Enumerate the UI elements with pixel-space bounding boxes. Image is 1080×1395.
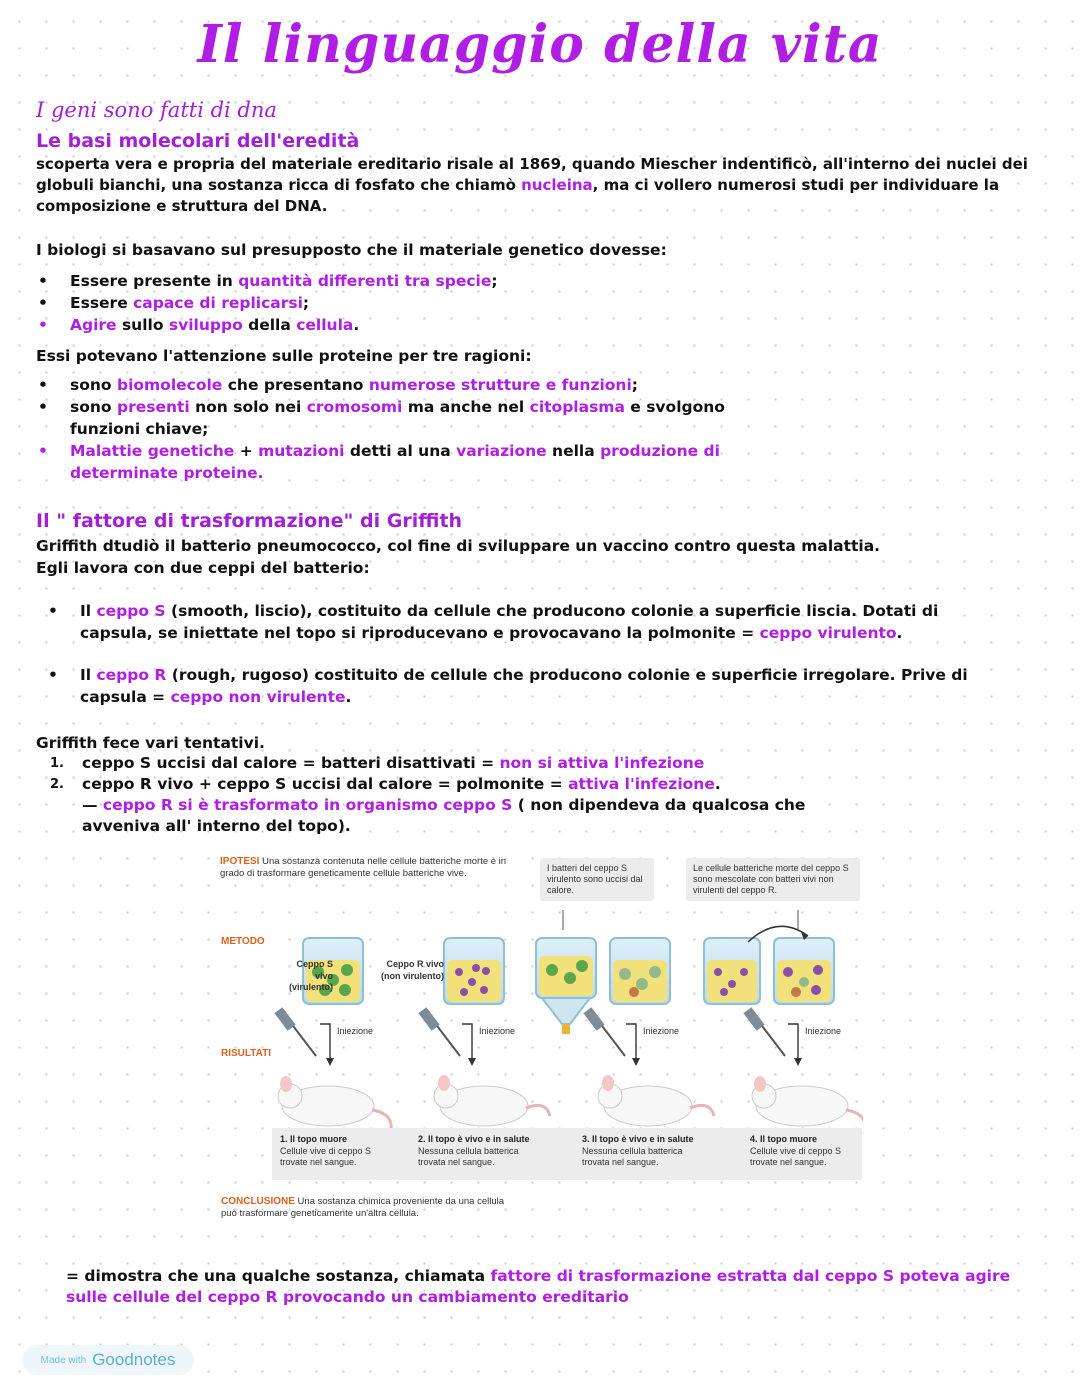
injection-label: Iniezione [337, 1026, 374, 1036]
paragraph-miescher [36, 154, 1036, 217]
ipotesi: IPOTESI Una sostanza contenuta nelle cellule batteriche morte è in grado di trasformare geneticamente cellule batteriche vive. [220, 856, 507, 879]
list-requisiti [36, 270, 796, 336]
result-2: 2. Il topo è vivo e in salute Nessuna cellula batterica trovata nel sangue. [418, 1134, 530, 1167]
list-tentativi [36, 753, 936, 837]
list-ceppi-r [46, 664, 1016, 708]
injection-label: Iniezione [643, 1026, 680, 1036]
list-item: • Malattie genetiche + mutazioni detti al una variazione nella produzione di determinate proteine. [36, 440, 776, 484]
paragraph-tentativi: Griffith fece vari tentativi. [36, 734, 265, 752]
beaker-r-live [444, 938, 504, 1004]
mouse-3-alive [598, 1075, 714, 1126]
text: , ma ci vollero numerosi studi per individuare la composizione e struttura del DNA. [36, 176, 1000, 215]
beaker-label-s: Ceppo S vivo (virulento) [289, 959, 333, 992]
list-item-ceppo-r: • Il ceppo R (rough, rugoso) costituito de cellule che producono colonie e superficie irregolare. Prive di capsula = ceppo non virulente. [46, 664, 1016, 708]
list-ceppi [46, 600, 1016, 644]
list-item: • sono presenti non solo nei cromosomi ma anche nel citoplasma e svolgono funzioni chiave; [36, 396, 776, 440]
griffith-experiment-figure [218, 852, 863, 1232]
mouse-1-dead [278, 1076, 391, 1134]
goodnotes-badge [22, 1345, 194, 1375]
list-item-ceppo-s: • Il ceppo S (smooth, liscio), costituito da cellule che producono colonie a superficie liscia. Dotati di capsula, se iniettate nel topo si riproducevano e provocavano la polmonite = ceppo virulento. [46, 600, 1016, 644]
injection-label: Iniezione [805, 1026, 842, 1036]
risultati-label: RISULTATI [221, 1048, 271, 1059]
info-box-mix: Le cellule batteriche morte del ceppo S sono mescolate con batteri vivi non virulenti del ceppo R. [686, 858, 860, 901]
beaker-r-pure [704, 938, 760, 1004]
page-title: Il linguaggio della vita [197, 14, 883, 75]
list-ragioni [36, 374, 776, 484]
result-4: 4. Il topo muore Cellule vive di ceppo S trovate nel sangue. [750, 1134, 842, 1167]
experiment-illustration [218, 852, 863, 1142]
section-heading-basi: Le basi molecolari dell'eredità [36, 130, 360, 152]
beaker-s-dead [610, 938, 670, 1004]
list-item: • Essere presente in quantità differenti tra specie; [36, 270, 796, 292]
list-item: 2. ceppo R vivo + ceppo S uccisi dal calore = polmonite = attiva l'infezione. [50, 775, 721, 793]
info-box-heat: I batteri del ceppo S virulento sono uccisi dal calore. [540, 858, 654, 901]
badge-small-text: Made with [40, 1354, 87, 1366]
injection-label: Iniezione [479, 1026, 516, 1036]
subtitle: I geni sono fatti di dna [36, 98, 277, 122]
list-item: • Agire sullo sviluppo della cellula. [36, 314, 796, 336]
beaker-label-r: Ceppo R vivo (non virulento) [381, 959, 444, 981]
paragraph-proteine: Essi potevano l'attenzione sulle proteine per tre ragioni: [36, 347, 532, 365]
mouse-2-alive [434, 1075, 550, 1126]
result-3: 3. Il topo è vivo e in salute Nessuna cellula batterica trovata nel sangue. [582, 1134, 694, 1167]
badge-brand: Goodnotes [92, 1350, 176, 1369]
paragraph-ceppi: Egli lavora con due ceppi del batterio: [36, 559, 370, 577]
conclusion-text: = dimostra che una qualche sostanza, chiamata fattore di trasformazione estratta dal ceppo S poteva agire sulle cellule del ceppo R provocando un cambiamento ereditario [66, 1267, 1011, 1306]
paragraph-pneumococco: Griffith dtudiò il batterio pneumococco, col fine di sviluppare un vaccino contro questa malattia. [36, 537, 881, 555]
section-heading-griffith: Il " fattore di trasformazione" di Griffith [36, 510, 463, 532]
list-item: • Essere capace di replicarsi; [36, 292, 796, 314]
beaker-mix [774, 938, 834, 1004]
result-1: 1. Il topo muore Cellule vive di ceppo S trovate nel sangue. [280, 1134, 372, 1167]
conclusione: CONCLUSIONE Una sostanza chimica proveniente da una cellula può trasformare geneticamente un'altra cellula. [221, 1196, 505, 1219]
text: scoperta vera e propria del materiale ereditario risale al 1869, quando Miescher indentificò, all'interno dei nuclei dei globuli bianchi, una sostanza ricca di fosfato che chiamò [36, 155, 1028, 194]
list-item: — ceppo R si è trasformato in organismo ceppo S ( non dipendeva da qualcosa che avveniva all' interno del topo). [82, 796, 806, 835]
mouse-4-dead [752, 1076, 863, 1134]
metodo-label: METODO [221, 936, 265, 947]
list-item: • sono biomolecole che presentano numerose strutture e funzioni; [36, 374, 776, 396]
beaker-heat [536, 938, 596, 1034]
paragraph-biologi: I biologi si basavano sul presupposto che il materiale genetico dovesse: [36, 241, 667, 259]
list-item: 1. ceppo S uccisi dal calore = batteri disattivati = non si attiva l'infezione [50, 754, 705, 772]
highlight-nucleina: nucleina [521, 176, 593, 194]
